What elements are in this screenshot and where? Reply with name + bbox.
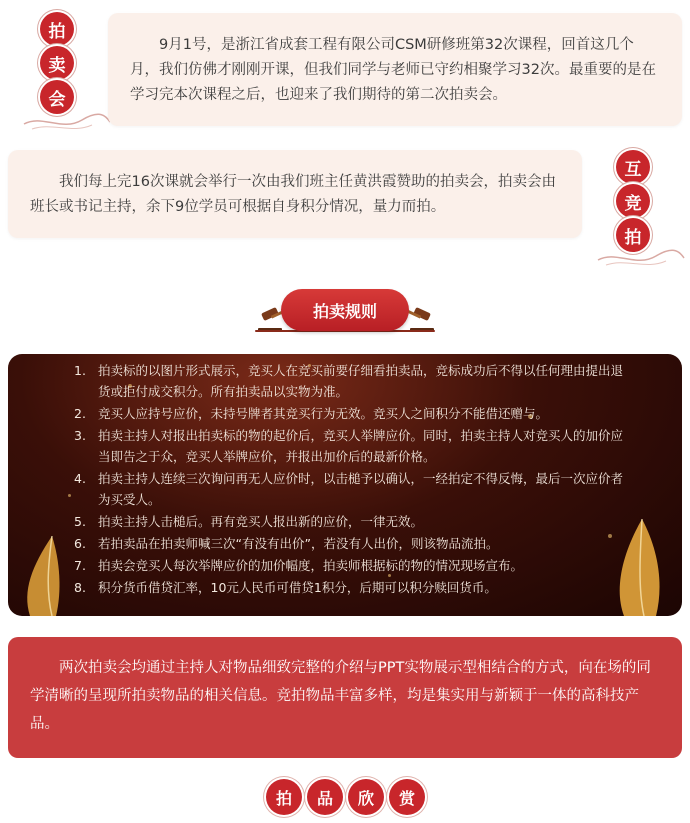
footer-char-shang: 赏: [389, 779, 425, 815]
footer-char-xin: 欣: [348, 779, 384, 815]
golden-sail-left-icon: [22, 536, 82, 616]
badge-char-pai: 拍: [40, 12, 74, 46]
intro-text: 9月1号，是浙江省成套工程有限公司CSM研修班第32次课程，回首这几个月，我们仿佛才刚刚开课，但我们同学与老师已守约相聚学习32次。最重要的是在学习完本次课程之后，也迎来了我们期待的第二次拍卖会。: [130, 37, 656, 103]
rule-item: 7. 拍卖会竞买人每次举牌应价的加价幅度，拍卖师根据标的物的情况现场宣布。: [74, 558, 524, 573]
rules-title: 拍卖规则: [281, 289, 409, 331]
badge-char-jing: 竞: [616, 184, 650, 218]
badge-char-hu: 互: [616, 150, 650, 184]
auction-info-card: [8, 150, 582, 238]
summary-box: [8, 637, 682, 758]
rule-item: 8. 积分货币借贷汇率，10元人民币可借贷1积分，后期可以积分赎回货币。: [74, 580, 497, 595]
rule-item: 6. 若拍卖品在拍卖师喊三次“有没有出价”，若没有人出价，则该物品流拍。: [74, 536, 499, 551]
summary-text: 两次拍卖会均通过主持人对物品细致完整的介绍与PPT实物展示型相结合的方式，向在场的同学清晰的呈现所拍卖物品的相关信息。竞拍物品丰富多样，均是集实用与新颖于一体的高科技产品。: [30, 660, 651, 732]
rule-item: 3. 拍卖主持人对报出拍卖标的物的起价后，竞买人举牌应价。同时，拍卖主持人对竞买人的加价应当即告之于众，竞买人举牌应价，并报出加价后的最新价格。: [74, 428, 624, 464]
footer-char-pin: 品: [307, 779, 343, 815]
intro-card: [108, 13, 682, 126]
sparkle-icon: [68, 494, 71, 497]
rules-list: [74, 360, 634, 599]
swirl-decoration-icon: [596, 246, 686, 270]
badge-char-mai: 卖: [40, 46, 74, 80]
rule-item: 1. 拍卖标的以图片形式展示，竞买人在竞买前要仔细看拍卖品，竞标成功后不得以任何理由提出退货或拒付成交积分。所有拍卖品以实物为准。: [74, 363, 624, 399]
footer-char-pai: 拍: [266, 779, 302, 815]
badge-char-pai2: 拍: [616, 218, 650, 252]
rule-item: 5. 拍卖主持人击槌后。再有竞买人报出新的应价，一律无效。: [74, 514, 424, 529]
auction-info-text: 我们每上完16次课就会举行一次由我们班主任黄洪霞赞助的拍卖会，拍卖会由班长或书记主持，余下9位学员可根据自身积分情况，量力而拍。: [30, 174, 556, 215]
swirl-decoration-icon: [22, 110, 112, 134]
rules-panel: [8, 354, 682, 616]
badge-char-hui: 会: [40, 80, 74, 114]
rule-item: 2. 竞买人应持号应价，未持号牌者其竞买行为无效。竞买人之间积分不能借还赠与。: [74, 406, 549, 421]
rule-item: 4. 拍卖主持人连续三次询问再无人应价时，以击槌予以确认，一经拍定不得反悔，最后一次应价者为买受人。: [74, 471, 624, 507]
